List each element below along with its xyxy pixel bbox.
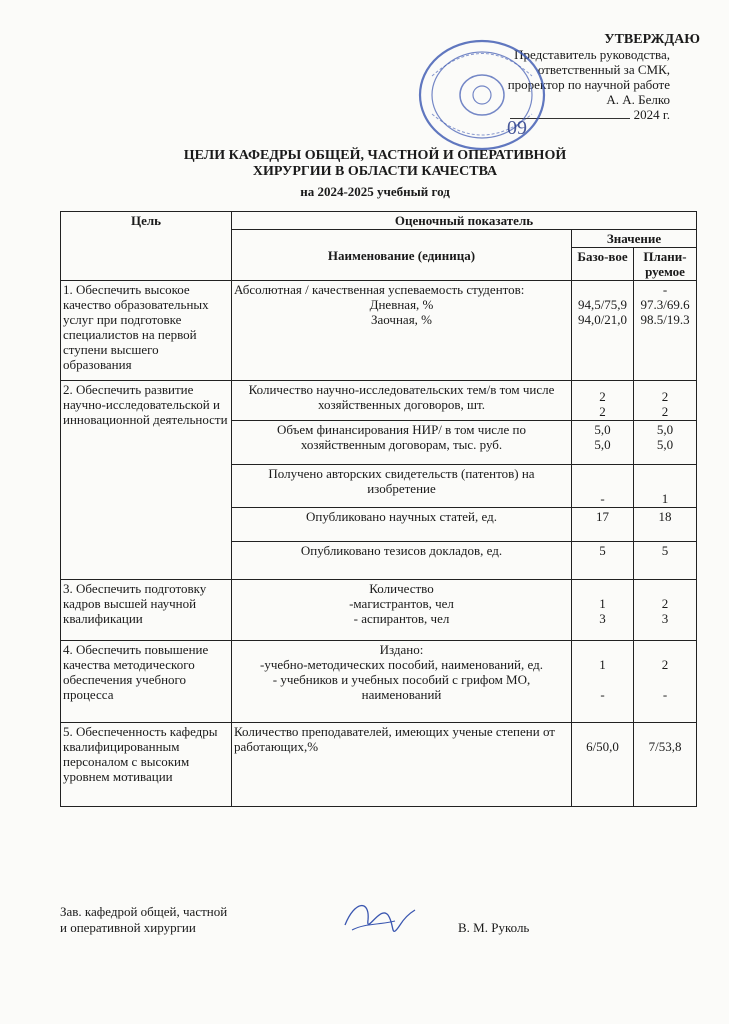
planned-value-cell: - 97.3/69.6 98.5/19.3 <box>634 281 697 381</box>
approval-date: 2024 г. <box>470 107 710 122</box>
base-value-cell: 2 2 <box>572 381 634 421</box>
planned-value-cell: 2 - <box>634 641 697 723</box>
base-value-cell: - <box>572 465 634 508</box>
base-value-cell: 17 <box>572 508 634 542</box>
base-value-cell: 6/50,0 <box>572 723 634 807</box>
footer-position: Зав. кафедрой общей, частной и оперативной хирургии <box>60 904 228 935</box>
indicator-cell: Количество научно-исследовательских тем/в том числе хозяйственных договоров, шт. <box>232 381 572 421</box>
document-title: ЦЕЛИ КАФЕДРЫ ОБЩЕЙ, ЧАСТНОЙ И ОПЕРАТИВНОЙ ХИРУРГИИ В ОБЛАСТИ КАЧЕСТВА <box>183 148 567 179</box>
planned-value-cell: 18 <box>634 508 697 542</box>
header-planned: Плани-руемое <box>634 248 697 281</box>
official-seal-icon <box>412 36 552 154</box>
footer-signatory: В. М. Руколь <box>458 920 530 935</box>
approval-line: Представитель руководства, <box>514 47 670 62</box>
base-value-cell: 5,0 5,0 <box>572 421 634 465</box>
table-row <box>61 580 697 641</box>
approval-line: ответственный за СМК, <box>537 62 670 77</box>
base-value-cell: 5 <box>572 542 634 580</box>
goal-cell: 4. Обеспечить повышение качества методического обеспечения учебного процесса <box>61 641 232 723</box>
table-row <box>61 641 697 723</box>
table-row <box>61 281 697 381</box>
planned-value-cell: 1 <box>634 465 697 508</box>
indicator-cell: Объем финансирования НИР/ в том числе по хозяйственным договорам, тыс. руб. <box>232 421 572 465</box>
header-value: Значение <box>572 230 697 248</box>
header-indicator: Оценочный показатель <box>232 212 697 230</box>
indicator-cell: Количество -магистрантов, чел - аспирантов, чел <box>232 580 572 641</box>
planned-value-cell: 5 <box>634 542 697 580</box>
base-value-cell: 1 3 <box>572 580 634 641</box>
approval-signatory: А. А. Белко <box>606 92 670 107</box>
goal-cell: 1. Обеспечить высокое качество образовательных услуг при подготовке специалистов на первой ступени высшего образования <box>61 281 232 381</box>
header-base: Базо-вое <box>572 248 634 281</box>
planned-value-cell: 2 2 <box>634 381 697 421</box>
document-subtitle: на 2024-2025 учебный год <box>300 184 450 199</box>
approval-line: проректор по научной работе <box>507 77 670 92</box>
goal-cell: 3. Обеспечить подготовку кадров высшей научной квалификации <box>61 580 232 641</box>
indicator-cell: Издано: -учебно-методических пособий, наименований, ед. - учебников и учебных пособий с грифом МО, наименований <box>232 641 572 723</box>
header-name: Наименование (единица) <box>232 230 572 281</box>
svg-text:09: 09 <box>507 117 527 139</box>
base-value-cell: 94,5/75,9 94,0/21,0 <box>572 281 634 381</box>
indicator-cell: Опубликовано научных статей, ед. <box>232 508 572 542</box>
indicator-cell: Опубликовано тезисов докладов, ед. <box>232 542 572 580</box>
goal-cell: 2. Обеспечить развитие научно-исследовательской и инновационной деятельности <box>61 381 232 580</box>
base-value-cell: 1 - <box>572 641 634 723</box>
planned-value-cell: 5,0 5,0 <box>634 421 697 465</box>
approval-title: УТВЕРЖДАЮ <box>604 32 700 47</box>
indicator-cell: Абсолютная / качественная успеваемость студентов: Дневная, % Заочная, % <box>232 281 572 381</box>
indicator-cell: Получено авторских свидетельств (патентов) на изобретение <box>232 465 572 508</box>
signature-icon <box>340 895 420 945</box>
table-row <box>61 723 697 807</box>
quality-goals-table <box>60 211 697 807</box>
planned-value-cell: 7/53,8 <box>634 723 697 807</box>
indicator-cell: Количество преподавателей, имеющих ученые степени от работающих,% <box>232 723 572 807</box>
planned-value-cell: 2 3 <box>634 580 697 641</box>
header-goal: Цель <box>61 212 232 281</box>
goal-cell: 5. Обеспеченность кафедры квалифицированным персоналом с высоким уровнем мотивации <box>61 723 232 807</box>
table-row <box>61 381 697 421</box>
